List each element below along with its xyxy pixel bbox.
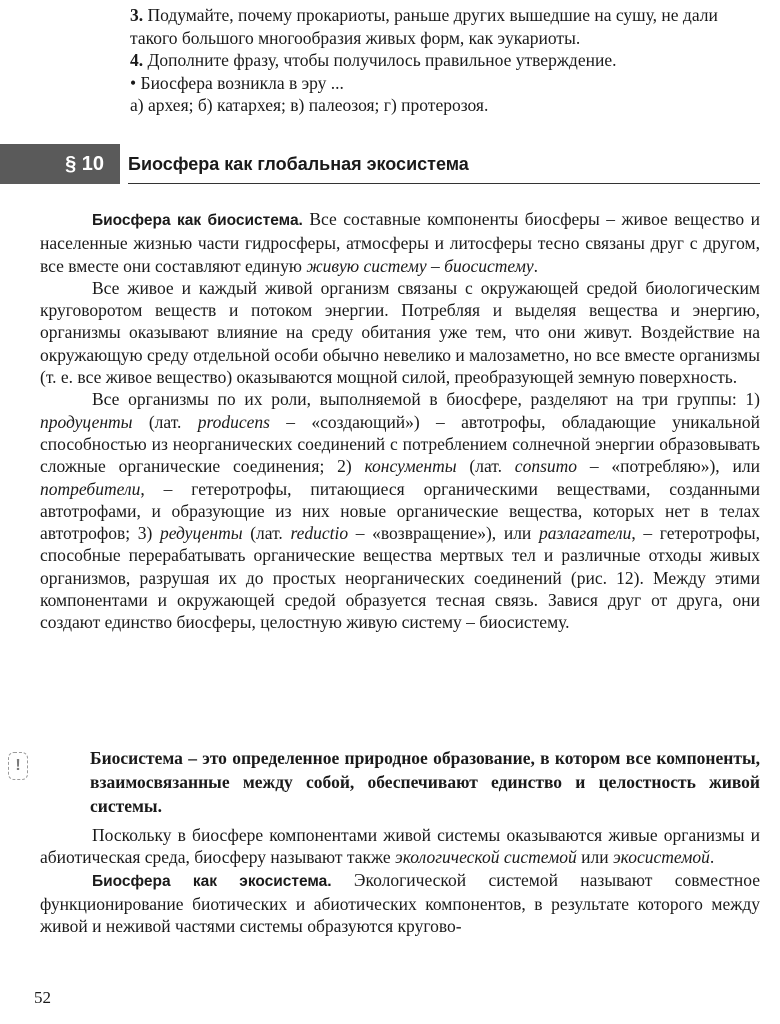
paragraph-groups: Все организмы по их роли, выполняемой в биосфере, разделяют на три группы: 1) продуценты (лат. producens – «создающий») – автотрофы, обладающие уникальной способностью из неорганических соединений с потреблением солнечной энергии образовывать сложные органические соединения; 2) консументы (лат. consumo – «потребляю»), или потребители, – гетеротрофы, питающиеся органическими веществами, созданными автотрофами, и образующие из них новые органические вещества, которых нет в телах автотрофов; 3) редуценты (лат. reductio – «возвращение»), или разлагатели, – гетеротрофы, способные перерабатывать органические вещества мертвых тел и различные отходы живых организмов, разрушая их до простых неорганических соединений (рис. 12). Между этими компонентами и окружающей средой образуется тесная связь. Завися друг от друга, они создают единство биосферы, целостную живую систему – биосистему. (40, 389, 760, 633)
question-4-bullet: • Биосфера возникла в эру ... (130, 72, 344, 93)
paragraph-biosystem: Биосфера как биосистема. Все составные компоненты биосферы – живое вещество и населенные жизнью части гидросферы, атмосферы и литосферы тесно связаны друг с другом, все вместе они составляют единую живую систему – биосистему. (40, 209, 760, 276)
section-number: § 10 (0, 144, 120, 184)
paragraph-ecosystem-naming: Поскольку в биосфере компонентами живой системы оказываются живые организмы и абиотическая среда, биосферу называют также экологической системой или экосистемой. (40, 825, 760, 868)
main-text-continued (40, 824, 760, 937)
section-title: Биосфера как глобальная экосистема (128, 144, 760, 184)
paragraph-ecosystem: Биосфера как экосистема. Экологической системой называют совместное функционирование биотических и абиотических компонентов, в результате которого между живой и неживой частями системы образуются кругово- (40, 869, 760, 937)
question-4: 4. Дополните фразу, чтобы получилось правильное утверждение. (130, 50, 617, 70)
main-text (40, 208, 760, 634)
paragraph-organisms: Все живое и каждый живой организм связаны с окружающей средой биологическим круговоротом веществ и потоком энергии. Потребляя и выделяя вещества и энергию, организмы оказывают влияние на среду обитания уже тем, что они живут. Воздействие на окружающую среду отдельной особи обычно невелико и малозаметно, но все вместе организмы (т. е. все живое вещество) оказываются мощной силой, преобразующей земную поверхность. (40, 277, 760, 388)
section-header (0, 144, 760, 184)
exclamation-icon: ! (8, 752, 28, 780)
question-4-options: а) архея; б) катархея; в) палеозоя; г) протерозоя. (130, 95, 489, 115)
page-number: 52 (34, 988, 51, 1007)
review-questions (130, 4, 760, 117)
bullet-icon: • (130, 72, 137, 93)
definition-biosystem: Биосистема – это определенное природное образование, в котором все компоненты, взаимосвязанные между собой, обеспечивают единство и целостность живой системы. (90, 748, 760, 816)
question-3: 3. Подумайте, почему прокариоты, раньше других вышедшие на сушу, не дали такого большого многообразия живых форм, как эукариоты. (130, 5, 718, 48)
